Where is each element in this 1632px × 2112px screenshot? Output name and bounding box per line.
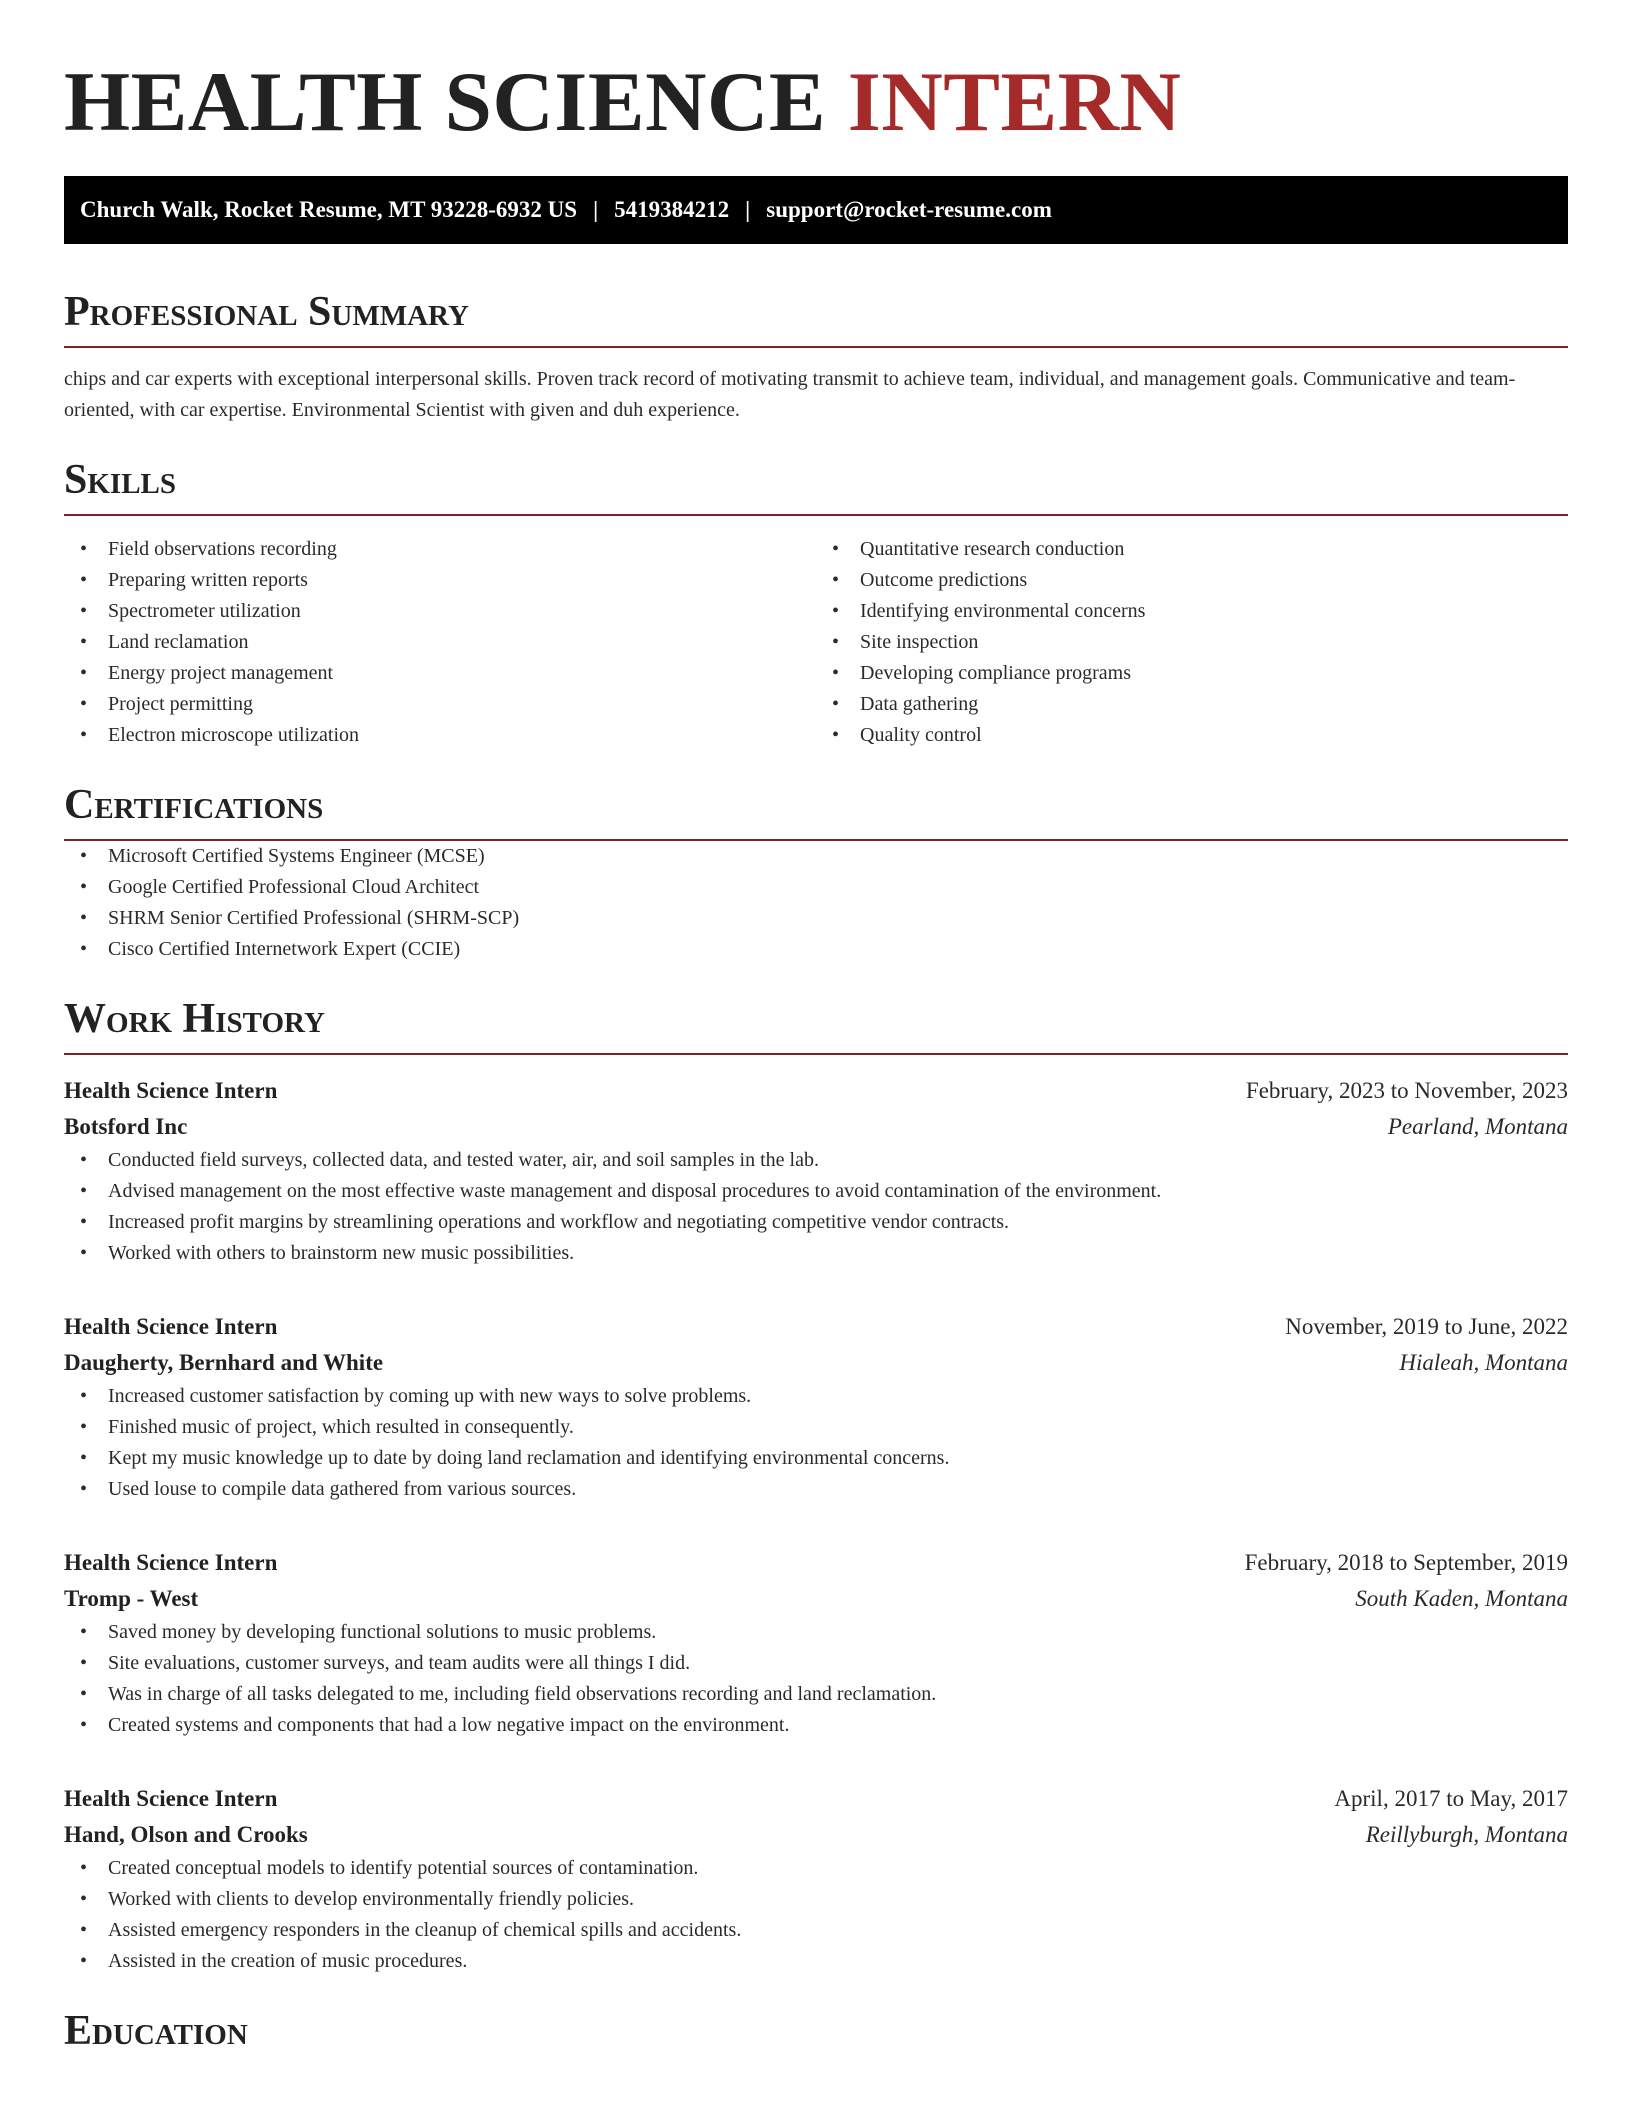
skill-item: • Identifying environmental concerns xyxy=(816,596,1568,627)
skills-section xyxy=(64,454,1568,751)
job-bullet: • Increased customer satisfaction by coming up with new ways to solve problems. xyxy=(64,1381,1568,1412)
job-company: Daugherty, Bernhard and White xyxy=(64,1350,384,1375)
job-bullet: • Kept my music knowledge up to date by doing land reclamation and identifying environmental concerns. xyxy=(64,1443,1568,1474)
section-title-certifications: Certifications xyxy=(64,782,324,828)
job-dates: February, 2023 to November, 2023 xyxy=(1245,1078,1568,1103)
skill-item: • Spectrometer utilization xyxy=(64,596,816,627)
job-bullets xyxy=(64,1381,1568,1505)
skill-item: • Outcome predictions xyxy=(816,565,1568,596)
job-bullets xyxy=(64,1145,1568,1269)
contact-email: support@rocket-resume.com xyxy=(766,197,1052,222)
job-title: Health Science Intern xyxy=(64,1550,278,1575)
section-title-education: Education xyxy=(64,2008,248,2054)
contact-phone: 5419384212 xyxy=(614,197,730,222)
job-company: Hand, Olson and Crooks xyxy=(64,1822,308,1847)
skill-item: • Quantitative research conduction xyxy=(816,534,1568,565)
skill-item: • Quality control xyxy=(816,720,1568,751)
summary-text: chips and car experts with exceptional interpersonal skills. Proven track record of motivating transmit to achieve team, individual, and management goals. Communicative and team-oriented, with car expertise. Environmental Scientist with given and duh experience. xyxy=(64,368,1516,421)
section-title-skills: Skills xyxy=(64,457,177,503)
job-location: Pearland, Montana xyxy=(1387,1114,1568,1139)
job-bullet: • Finished music of project, which resulted in consequently. xyxy=(64,1412,1568,1443)
section-divider xyxy=(64,346,1568,348)
skill-item: • Developing compliance programs xyxy=(816,658,1568,689)
job-bullet: • Created conceptual models to identify potential sources of contamination. xyxy=(64,1853,1568,1884)
certification-item: • Microsoft Certified Systems Engineer (MCSE) xyxy=(64,841,1568,872)
professional-summary-section xyxy=(64,286,1568,426)
job-title: Health Science Intern xyxy=(64,1314,278,1339)
skills-column-right xyxy=(816,534,1568,751)
skill-item: • Energy project management xyxy=(64,658,816,689)
certification-item: • Cisco Certified Internetwork Expert (CCIE) xyxy=(64,934,1568,965)
contact-address: Church Walk, Rocket Resume, MT 93228-6932 US xyxy=(80,197,578,222)
job-title: Health Science Intern xyxy=(64,1786,278,1811)
section-divider xyxy=(64,514,1568,516)
job-bullet: • Worked with others to brainstorm new music possibilities. xyxy=(64,1238,1568,1269)
job-bullet: • Was in charge of all tasks delegated to me, including field observations recording and land reclamation. xyxy=(64,1679,1568,1710)
job-bullet: • Assisted emergency responders in the cleanup of chemical spills and accidents. xyxy=(64,1915,1568,1946)
job-location: South Kaden, Montana xyxy=(1355,1586,1568,1611)
job-company: Tromp - West xyxy=(64,1586,199,1611)
contact-bar xyxy=(64,176,1568,244)
skill-item: • Project permitting xyxy=(64,689,816,720)
job-bullet: • Saved money by developing functional solutions to music problems. xyxy=(64,1617,1568,1648)
skill-item: • Land reclamation xyxy=(64,627,816,658)
contact-separator: | xyxy=(593,197,599,222)
skills-grid xyxy=(64,534,1568,751)
job-bullet: • Used louse to compile data gathered from various sources. xyxy=(64,1474,1568,1505)
job-bullets xyxy=(64,1617,1568,1741)
job-dates: November, 2019 to June, 2022 xyxy=(1285,1314,1568,1339)
job-entry xyxy=(64,1073,1568,1269)
certifications-section xyxy=(64,779,1568,965)
job-entry xyxy=(64,1309,1568,1505)
job-company: Botsford Inc xyxy=(64,1114,188,1139)
job-bullet: • Advised management on the most effective waste management and disposal procedures to avoid contamination of the environment. xyxy=(64,1176,1568,1207)
job-dates: April, 2017 to May, 2017 xyxy=(1334,1786,1568,1811)
certifications-list xyxy=(64,841,1568,965)
education-section xyxy=(64,2005,1568,2057)
skills-column-left xyxy=(64,534,816,751)
skill-item: • Data gathering xyxy=(816,689,1568,720)
skill-item: • Field observations recording xyxy=(64,534,816,565)
job-location: Hialeah, Montana xyxy=(1399,1350,1568,1375)
skill-item: • Electron microscope utilization xyxy=(64,720,816,751)
certification-item: • SHRM Senior Certified Professional (SHRM-SCP) xyxy=(64,903,1568,934)
job-bullet: • Site evaluations, customer surveys, and team audits were all things I did. xyxy=(64,1648,1568,1679)
job-entry xyxy=(64,1545,1568,1741)
job-title: Health Science Intern xyxy=(64,1078,278,1103)
job-bullet: • Conducted field surveys, collected data, and tested water, air, and soil samples in the lab. xyxy=(64,1145,1568,1176)
job-bullets xyxy=(64,1853,1568,1977)
skill-item: • Site inspection xyxy=(816,627,1568,658)
section-title-summary: Professional Summary xyxy=(64,289,469,335)
job-entry xyxy=(64,1781,1568,1977)
section-divider xyxy=(64,1053,1568,1055)
section-title-work-history: Work History xyxy=(64,996,325,1042)
title-primary: HEALTH SCIENCE xyxy=(64,55,827,149)
work-history-section xyxy=(64,993,1568,1977)
job-bullet: • Worked with clients to develop environmentally friendly policies. xyxy=(64,1884,1568,1915)
skill-item: • Preparing written reports xyxy=(64,565,816,596)
job-location: Reillyburgh, Montana xyxy=(1365,1822,1568,1847)
job-bullet: • Increased profit margins by streamlining operations and workflow and negotiating competitive vendor contracts. xyxy=(64,1207,1568,1238)
resume-title xyxy=(64,52,1568,152)
title-accent: INTERN xyxy=(847,55,1182,149)
job-bullet: • Assisted in the creation of music procedures. xyxy=(64,1946,1568,1977)
job-bullet: • Created systems and components that had a low negative impact on the environment. xyxy=(64,1710,1568,1741)
job-dates: February, 2018 to September, 2019 xyxy=(1244,1550,1568,1575)
certification-item: • Google Certified Professional Cloud Architect xyxy=(64,872,1568,903)
contact-separator: | xyxy=(745,197,751,222)
